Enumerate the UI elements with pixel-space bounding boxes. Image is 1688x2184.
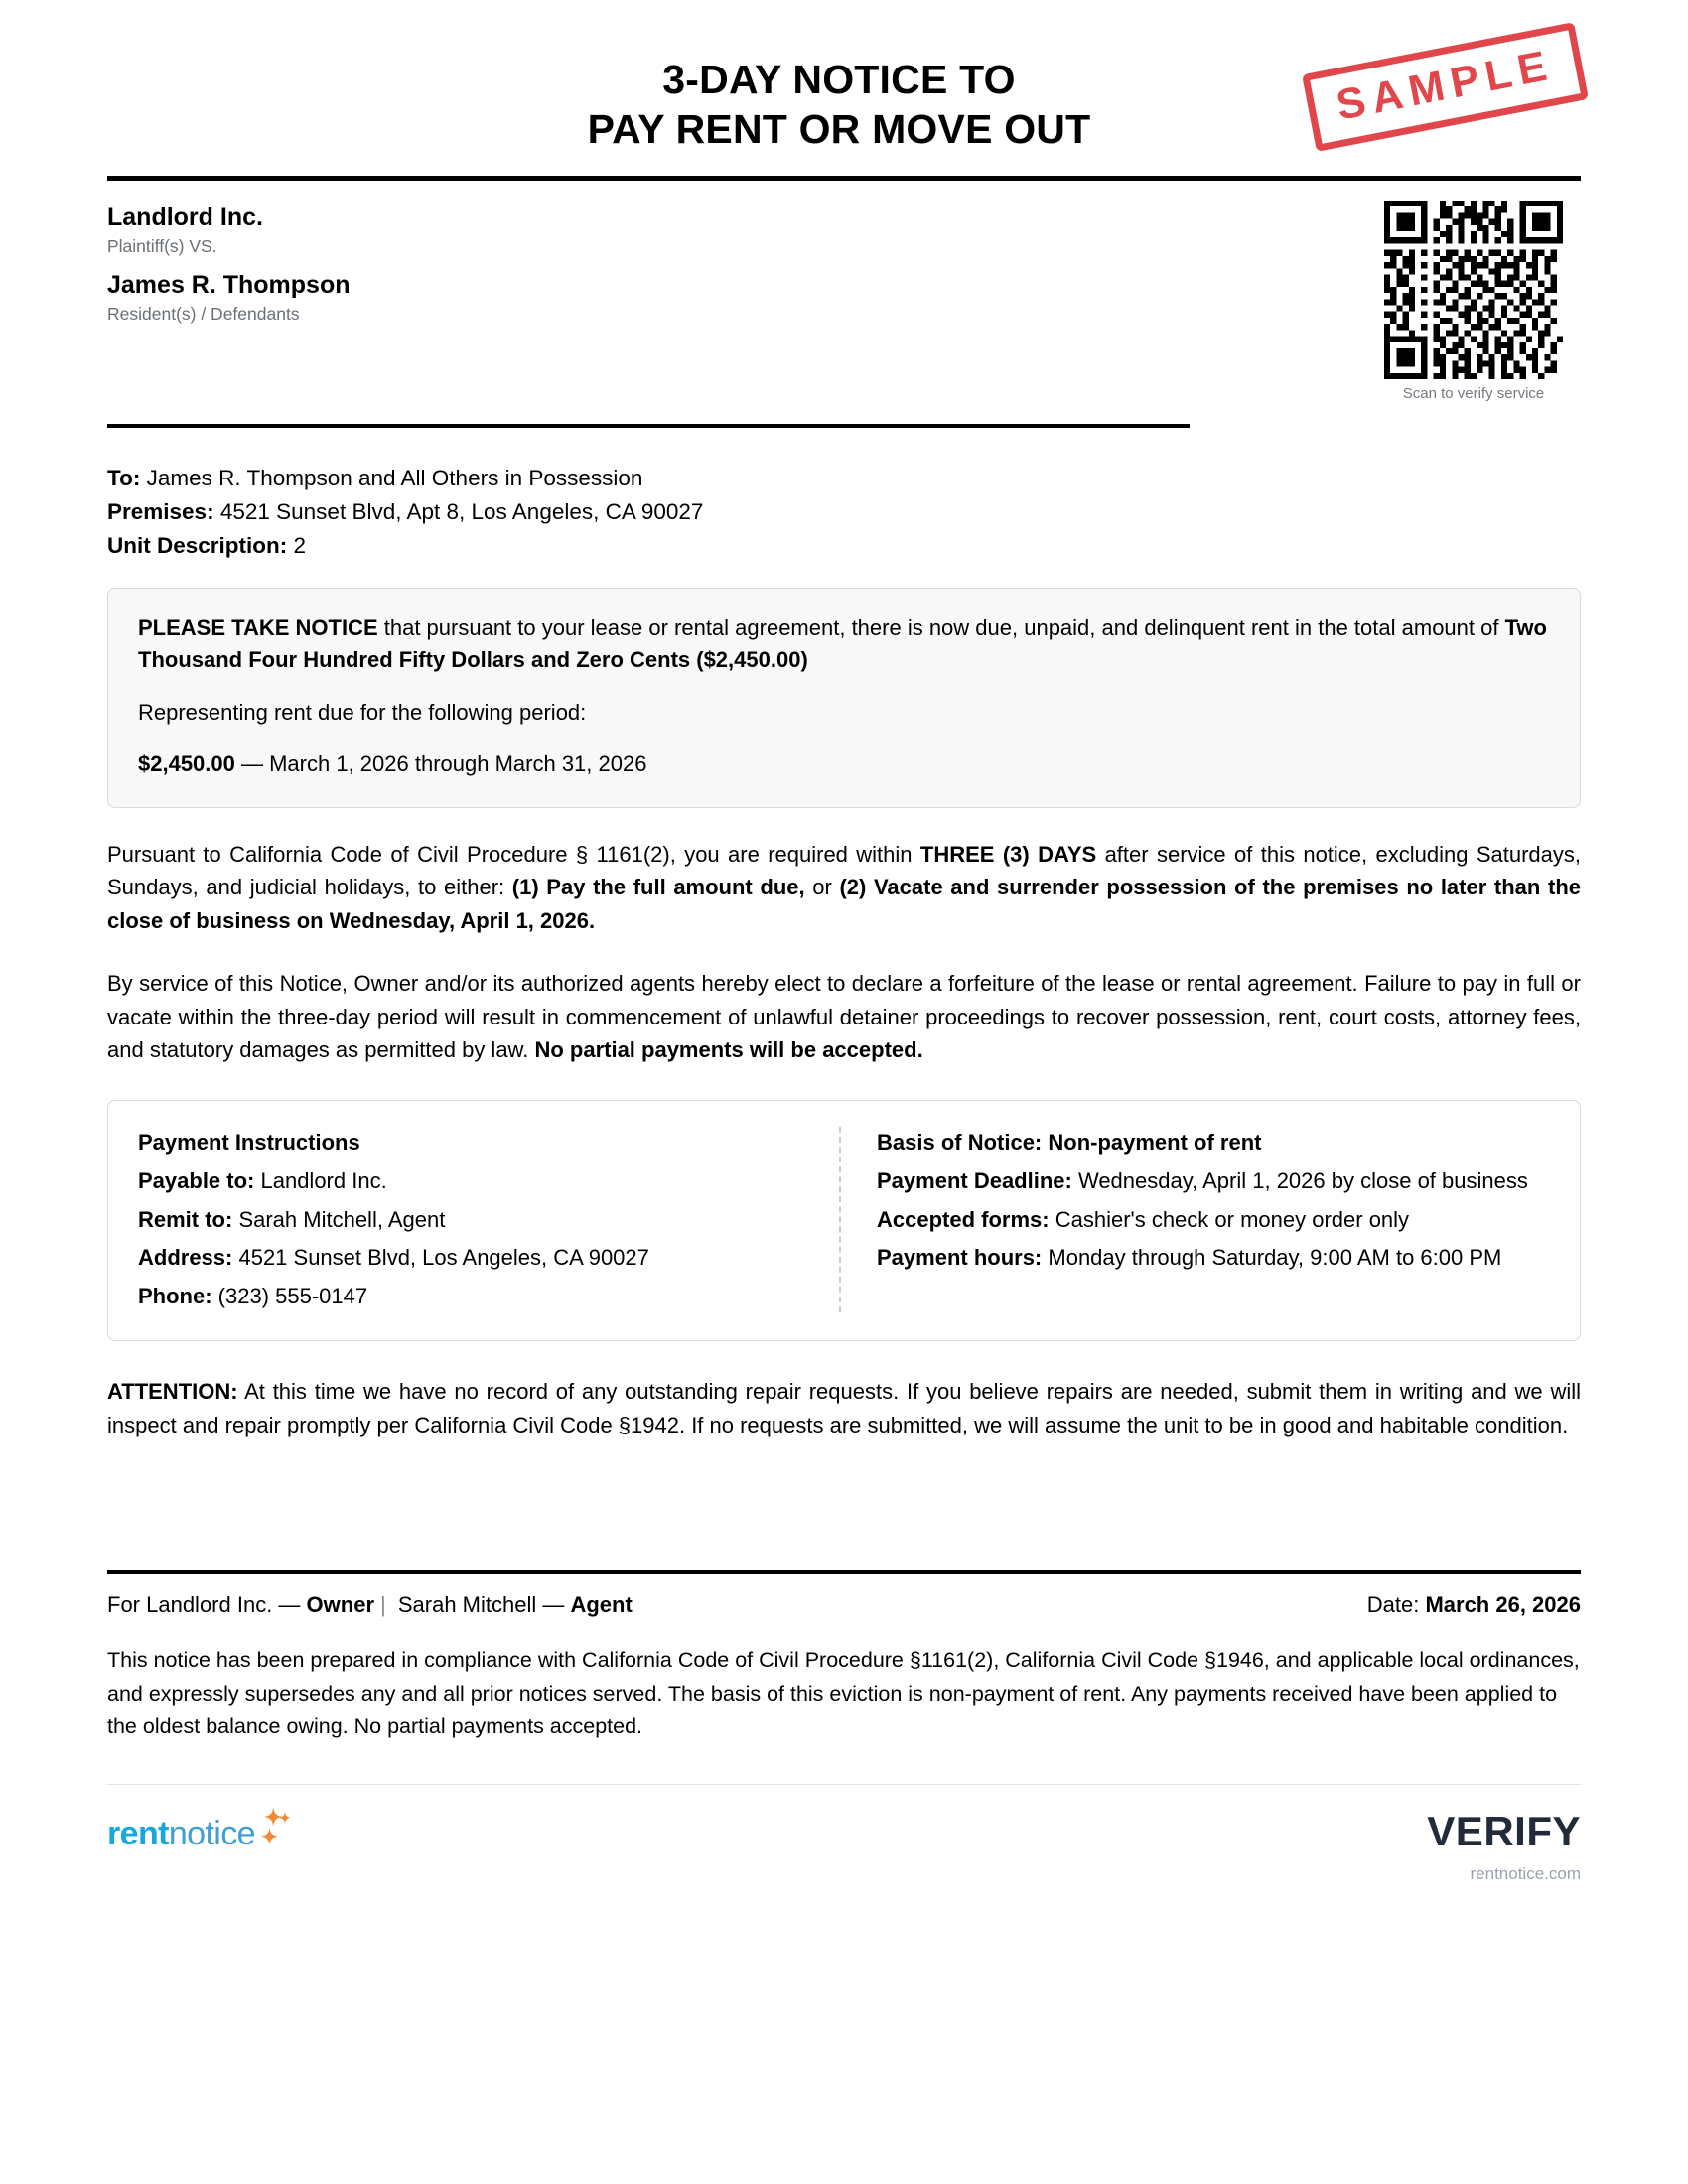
forfeiture-text: By service of this Notice, Owner and/or its authorized agents hereby elect to declare a forfeiture of the lease or rental agreement. Failure to pay in full or vacate within the three-day period will result in commencement of unlawful detainer proceedings to recover possession, rent, court costs, attorney fees, and statutory damages as permitted by law. (107, 971, 1581, 1062)
defendant-name: James R. Thompson (107, 270, 351, 299)
payment-details-box (107, 1100, 1581, 1341)
address-label: Address: (138, 1245, 233, 1271)
option-one-emphasis: (1) Pay the full amount due, (511, 875, 805, 900)
parties-block (107, 181, 351, 327)
address-row (138, 1242, 811, 1275)
parties-and-qr-row (107, 181, 1581, 402)
signature-left (107, 1592, 633, 1618)
title-line-2: PAY RENT OR MOVE OUT (587, 106, 1091, 153)
verify-wordmark: VERIFY (1427, 1807, 1581, 1854)
notice-period-range: March 1, 2026 through March 31, 2026 (269, 751, 647, 777)
agent-label: Agent (570, 1592, 633, 1618)
recipient-unit-label: Unit Description: (107, 533, 288, 559)
payable-to-row (138, 1165, 811, 1198)
basis-of-notice-row (877, 1127, 1550, 1160)
address-value: 4521 Sunset Blvd, Los Angeles, CA 90027 (232, 1245, 649, 1271)
payable-to-value: Landlord Inc. (254, 1167, 387, 1193)
notice-period-intro: Representing rent due for the following period: (138, 699, 587, 725)
payment-deadline-label: Payment Deadline: (877, 1167, 1072, 1193)
agent-name: Sarah Mitchell — (391, 1592, 571, 1618)
verify-url: rentnotice.com (1470, 1863, 1581, 1883)
qr-code-icon[interactable] (1384, 201, 1563, 379)
date-label: Date: (1366, 1592, 1420, 1618)
remit-to-value: Sarah Mitchell, Agent (232, 1206, 446, 1232)
notice-period-amount: $2,450.00 (138, 751, 235, 777)
payment-hours-label: Payment hours: (877, 1245, 1043, 1271)
brand-part-one: rent (107, 1814, 169, 1852)
requirement-paragraph (107, 838, 1581, 937)
forfeiture-paragraph (107, 967, 1581, 1066)
req-text-a: Pursuant to California Code of Civil Procedure § 1161(2), you are required within (107, 841, 920, 867)
qr-caption: Scan to verify service (1402, 385, 1545, 403)
owner-label: Owner (306, 1592, 375, 1618)
notice-lead-text: that pursuant to your lease or rental agreement, there is now due, unpaid, and delinquent rent in the total amount of (377, 614, 1505, 640)
signature-for-text: For Landlord Inc. — (107, 1592, 307, 1618)
notice-basis-column (841, 1127, 1550, 1312)
signature-separator: | (380, 1592, 386, 1618)
attention-label: ATTENTION: (107, 1379, 238, 1405)
payment-hours-row (877, 1242, 1550, 1275)
recipient-premises-row (107, 495, 1581, 529)
remit-to-row (138, 1204, 811, 1237)
signature-divider (107, 1570, 1581, 1574)
sparkle-icon: ✦ ✦ ✦ (260, 1804, 291, 1848)
attention-text: At this time we have no record of any outstanding repair requests. If you believe repairs are needed, submit them in writing and we will inspect and repair promptly per California Civil Code §1942. If no requests are submitted, we will assume the unit to be in good and habitable condition. (107, 1379, 1581, 1437)
payment-hours-value: Monday through Saturday, 9:00 AM to 6:00 PM (1042, 1245, 1502, 1271)
payable-to-label: Payable to: (138, 1167, 255, 1193)
payment-instructions-heading-text: Payment Instructions (138, 1130, 360, 1156)
three-days-emphasis: THREE (3) DAYS (919, 841, 1097, 867)
payment-deadline-row (877, 1165, 1550, 1198)
plaintiff-name: Landlord Inc. (107, 204, 263, 232)
notice-period-row (138, 749, 1550, 781)
date-value: March 26, 2026 (1425, 1592, 1581, 1618)
payment-instructions-column (138, 1127, 841, 1312)
footer-row (107, 1804, 1581, 1884)
remit-to-label: Remit to: (138, 1206, 233, 1232)
recipient-unit-row (107, 529, 1581, 563)
parties-divider (107, 424, 1190, 428)
sample-stamp: SAMPLE (1302, 22, 1589, 152)
title-line-1: 3-DAY NOTICE TO (662, 57, 1016, 102)
payment-deadline-value: Wednesday, April 1, 2026 by close of business (1071, 1167, 1528, 1193)
plaintiff-role: Plaintiff(s) VS. (107, 236, 217, 257)
signature-row (107, 1592, 1581, 1618)
verify-block (1427, 1807, 1581, 1884)
recipient-to-label: To: (107, 466, 141, 491)
rentnotice-logo[interactable] (107, 1804, 291, 1852)
basis-of-notice-text: Basis of Notice: Non-payment of rent (877, 1130, 1262, 1156)
req-text-e: or (804, 875, 840, 900)
recipient-premises-label: Premises: (107, 499, 214, 525)
footer-divider (107, 1784, 1581, 1785)
accepted-forms-label: Accepted forms: (877, 1206, 1050, 1232)
notice-lead-paragraph (138, 613, 1550, 677)
attention-paragraph (107, 1375, 1581, 1441)
recipient-premises-value: 4521 Sunset Blvd, Apt 8, Los Angeles, CA 90027 (219, 499, 704, 525)
brand-part-two: notice (168, 1814, 255, 1852)
no-partial-payments-emphasis: No partial payments will be accepted. (534, 1036, 923, 1062)
notice-amount-panel (107, 588, 1581, 808)
notice-period-dash: — (234, 751, 270, 777)
notice-amount-words: Two Thousand Four Hundred Fifty Dollars and Zero Cents ($2,450.00) (138, 614, 1547, 673)
signature-date (1367, 1592, 1581, 1618)
option-two-emphasis: (2) Vacate and surrender possession of the premises no later than the close of business on Wednesday, April 1, 2026. (107, 875, 1581, 933)
recipient-unit-value: 2 (293, 533, 307, 559)
accepted-forms-row (877, 1204, 1550, 1237)
payment-instructions-heading (138, 1127, 811, 1160)
please-take-notice-label: PLEASE TAKE NOTICE (138, 614, 378, 640)
recipient-block (107, 462, 1581, 564)
phone-row (138, 1281, 811, 1313)
phone-value: (323) 555-0147 (211, 1283, 368, 1308)
compliance-paragraph: This notice has been prepared in compliance with California Code of Civil Procedure §1161(2), California Civil Code §1946, and applicable local ordinances, and expressly supersedes any and all prior notices served. The basis of this eviction is non-payment of rent. Any payments received have been applied to the oldest balance owing. No partial payments accepted. (107, 1648, 1580, 1739)
qr-block (1384, 181, 1581, 402)
defendant-role: Resident(s) / Defendants (107, 303, 300, 324)
phone-label: Phone: (138, 1283, 212, 1308)
accepted-forms-value: Cashier's check or money order only (1049, 1206, 1410, 1232)
recipient-to-value: James R. Thompson and All Others in Possession (146, 466, 643, 491)
recipient-to-row (107, 462, 1581, 495)
req-text-c: after service of this notice, excluding Saturdays, Sundays, and judicial holidays, to either: (107, 841, 1582, 900)
